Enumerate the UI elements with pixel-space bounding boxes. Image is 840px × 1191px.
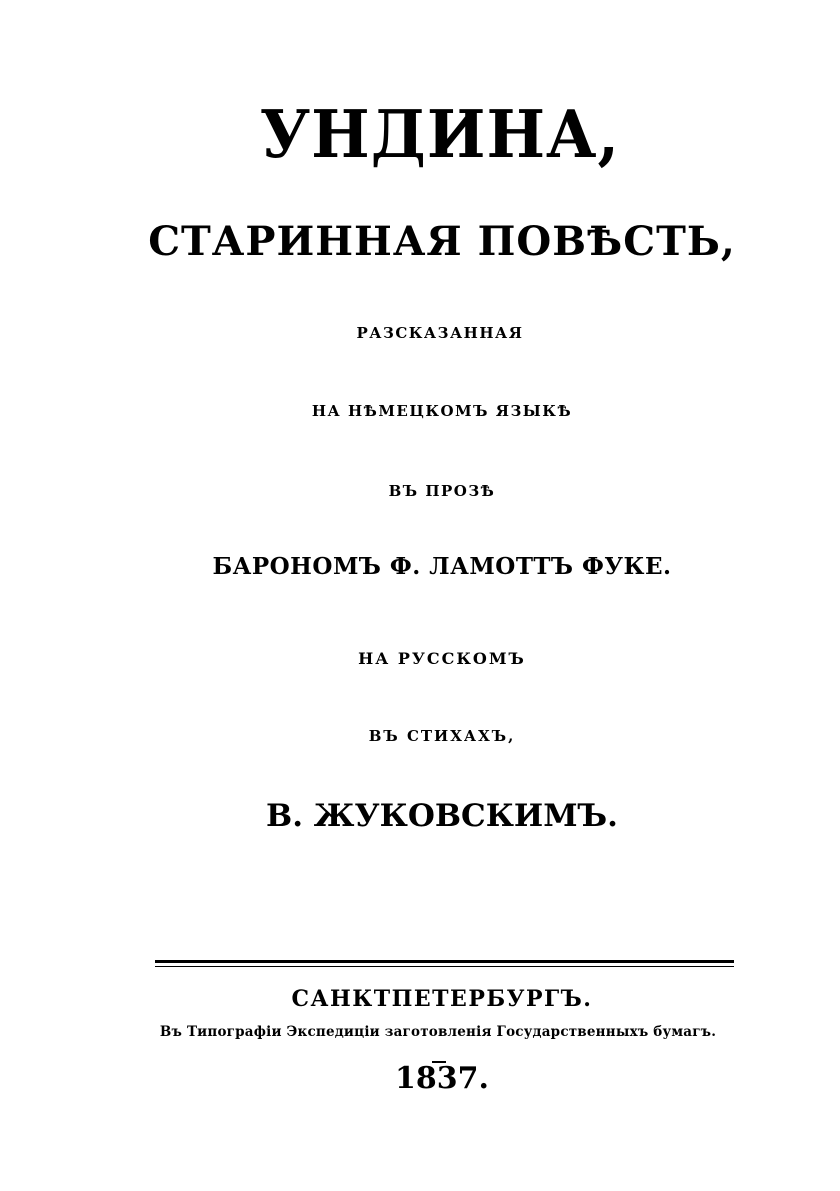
imprint-city: САНКТПЕТЕРБУРГЪ. xyxy=(291,986,593,1012)
told-line: РАЗСКАЗАННАЯ xyxy=(356,324,524,342)
verse-line: ВЪ СТИХАХЪ, xyxy=(368,727,516,745)
double-rule-divider xyxy=(155,960,734,963)
author-line: БАРОНОМЪ Ф. ЛАМОТТЪ ФУКЕ. xyxy=(212,553,672,580)
book-title: УНДИНА, xyxy=(259,96,621,173)
translator-line: В. ЖУКОВСКИМЪ. xyxy=(266,798,618,834)
russian-line: НА РУССКОМЪ xyxy=(358,649,526,668)
imprint-year: 1837. xyxy=(395,1061,489,1096)
language-line: НА НѢМЕЦКОМЪ ЯЗЫКѢ xyxy=(311,402,573,420)
prose-line: ВЪ ПРОЗѢ xyxy=(388,482,496,500)
imprint-press: Въ Типографіи Экспедиціи заготовленія Государственныхъ бумагъ. xyxy=(159,1024,717,1040)
book-subtitle: СТАРИННАЯ ПОВѢСТЬ, xyxy=(148,218,736,265)
